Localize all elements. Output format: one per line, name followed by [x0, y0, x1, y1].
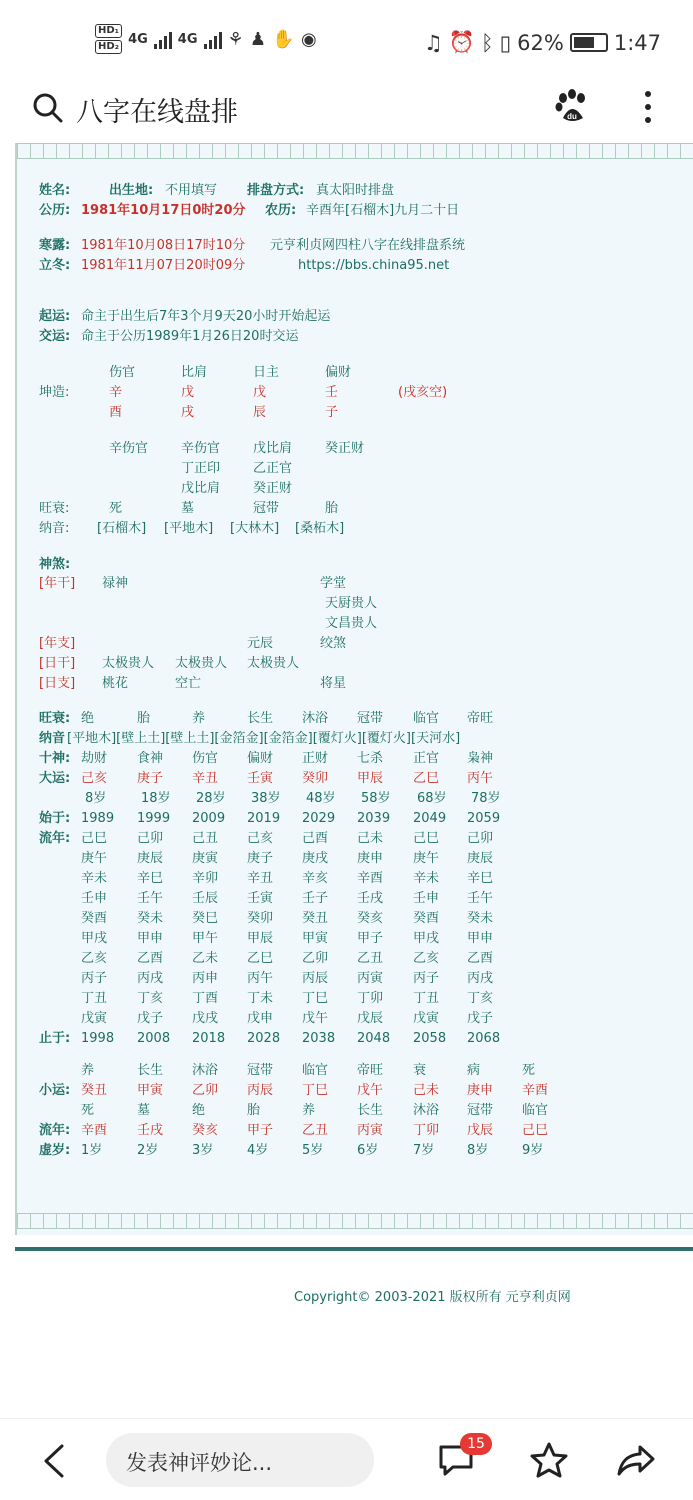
shensha-row-label: [日干] [39, 656, 76, 671]
xiaoyun-label: 小运: [39, 1083, 71, 1098]
name-label: 姓名: [39, 183, 71, 198]
liunian-cell: 丁未 [247, 991, 274, 1006]
dayun-shishen: 正官 [413, 751, 440, 766]
liunian-cell: 戊辰 [357, 1011, 384, 1026]
liunian-label: 流年: [39, 831, 71, 846]
dayun-ganzhi: 辛丑 [192, 771, 219, 786]
nayin-value: [平地木] [164, 521, 214, 536]
liunian-cell: 丙午 [247, 971, 274, 986]
hanlu-label: 寒露: [39, 238, 71, 253]
dayun-nayin-label: 纳音 [39, 731, 66, 746]
xiaoyun-bottom: 墓 [137, 1103, 151, 1118]
liunian-cell: 辛未 [81, 871, 108, 886]
lunar-value: 辛酉年[石榴木]九月二十日 [306, 203, 460, 218]
xiaoyun-ganzhi: 癸丑 [81, 1083, 108, 1098]
liunian-cell: 丙寅 [357, 971, 384, 986]
dayun-ws: 长生 [247, 711, 274, 726]
baidu-paw-icon[interactable] [555, 88, 589, 124]
liunian-cell: 己卯 [137, 831, 164, 846]
network-type-2: 4G [177, 31, 198, 47]
dayun-ganzhi: 壬寅 [247, 771, 274, 786]
liunian-cell: 甲辰 [247, 931, 274, 946]
battery-percent: 62% [517, 30, 564, 55]
lunar-label: 农历: [265, 203, 297, 218]
method-value: 真太阳时排盘 [316, 183, 395, 198]
liunian-cell: 戊寅 [81, 1011, 108, 1026]
liunian-cell: 戊子 [137, 1011, 164, 1026]
liunian-cell: 甲申 [137, 931, 164, 946]
liunian-cell: 辛亥 [302, 871, 329, 886]
nayin-value: [石榴木] [97, 521, 147, 536]
dayun-ws: 绝 [81, 711, 95, 726]
liunian-cell: 庚辰 [137, 851, 164, 866]
xiaoyun-ganzhi: 庚申 [467, 1083, 494, 1098]
xiaoyun-ln-label: 流年: [39, 1123, 71, 1138]
liunian-cell: 癸卯 [247, 911, 274, 926]
shensha-item: 天厨贵人 [325, 596, 378, 611]
nayin-label: 纳音: [39, 521, 70, 536]
shensha-item: 学堂 [320, 576, 347, 591]
xiaoyun-liunian: 丁卯 [413, 1123, 440, 1138]
signal-icon-2 [204, 29, 222, 49]
network-type-1: 4G [128, 31, 148, 47]
liunian-cell: 壬辰 [192, 891, 219, 906]
dayun-age: 38岁 [251, 791, 281, 806]
dayun-ws: 胎 [137, 711, 151, 726]
status-bar [0, 0, 693, 86]
xiaoyun-top: 冠带 [247, 1063, 274, 1078]
xiaoyun-liunian: 壬戌 [137, 1123, 164, 1138]
xiaoyun-top: 长生 [137, 1063, 164, 1078]
copyright: Copyright© 2003-2021 版权所有 元亨利贞网 [294, 1290, 571, 1305]
dayun-shishen: 劫财 [81, 751, 108, 766]
liunian-cell: 癸巳 [192, 911, 219, 926]
method-label: 排盘方式: [247, 183, 305, 198]
liunian-cell: 辛丑 [247, 871, 274, 886]
liunian-cell: 己巳 [81, 831, 108, 846]
xiaoyun-liunian: 甲子 [247, 1123, 274, 1138]
page-title: 八字在线盘排 [76, 97, 238, 128]
liunian-cell: 壬子 [302, 891, 329, 906]
liunian-cell: 己丑 [192, 831, 219, 846]
xusui-age: 1岁 [81, 1143, 103, 1158]
more-icon[interactable] [640, 88, 656, 126]
shensha-item: 太极贵人 [175, 656, 228, 671]
pillar-head: 偏财 [325, 365, 352, 380]
xiaoyun-top: 帝旺 [357, 1063, 384, 1078]
dayun-ws-label: 旺衰: [39, 711, 71, 726]
birthplace-label: 出生地: [109, 183, 154, 198]
xiaoyun-ganzhi: 丁巳 [302, 1083, 329, 1098]
dayun-age: 28岁 [196, 791, 226, 806]
shensha-item: 绞煞 [320, 636, 347, 651]
liunian-cell: 己亥 [247, 831, 274, 846]
xiaoyun-bottom: 冠带 [467, 1103, 494, 1118]
liunian-cell: 丁丑 [413, 991, 440, 1006]
bluetooth-icon: ᛒ [480, 30, 494, 55]
liunian-cell: 癸酉 [413, 911, 440, 926]
dayun-start-year: 2049 [413, 811, 447, 826]
dayun-ganzhi: 癸卯 [302, 771, 329, 786]
divider [15, 1247, 693, 1251]
dayun-shishen: 伤官 [192, 751, 219, 766]
liunian-cell: 壬申 [413, 891, 440, 906]
wangshuai-value: 胎 [325, 501, 339, 516]
xiaoyun-liunian: 辛酉 [81, 1123, 108, 1138]
xusui-age: 7岁 [413, 1143, 435, 1158]
xiaoyun-liunian: 己巳 [522, 1123, 549, 1138]
xiaoyun-ganzhi: 辛酉 [522, 1083, 549, 1098]
pillar-head: 伤官 [109, 365, 136, 380]
stem: 戊 [253, 385, 267, 400]
liunian-cell: 庚戌 [302, 851, 329, 866]
dayun-age: 48岁 [306, 791, 336, 806]
xiaoyun-ganzhi: 戊午 [357, 1083, 384, 1098]
liunian-cell: 庚寅 [192, 851, 219, 866]
notification-icons: ⚘ ♟ ✋ ◉ [227, 28, 317, 50]
dayun-ganzhi: 庚子 [137, 771, 164, 786]
liunian-cell: 庚申 [357, 851, 384, 866]
wangshuai-value: 死 [109, 501, 123, 516]
shensha-item: 禄神 [102, 576, 129, 591]
xiaoyun-top: 病 [467, 1063, 481, 1078]
xiaoyun-ganzhi: 丙辰 [247, 1083, 274, 1098]
xiaoyun-bottom: 绝 [192, 1103, 206, 1118]
liunian-cell: 戊戌 [192, 1011, 219, 1026]
liunian-cell: 己巳 [413, 831, 440, 846]
xusui-age: 2岁 [137, 1143, 159, 1158]
liunian-cell: 丁亥 [137, 991, 164, 1006]
kong-wang: (戌亥空) [398, 385, 448, 400]
dayun-shishen: 偏财 [247, 751, 274, 766]
battery-icon [570, 33, 608, 52]
branch: 辰 [253, 405, 267, 420]
dayun-start-year: 2019 [247, 811, 281, 826]
xiaoyun-top: 临官 [302, 1063, 329, 1078]
xiaoyun-liunian: 乙丑 [302, 1123, 329, 1138]
status-right [424, 30, 661, 55]
dayun-start-year: 2059 [467, 811, 501, 826]
qiyun-value: 命主于出生后7年3个月9天20小时开始起运 [81, 309, 331, 324]
xiaoyun-top: 养 [81, 1063, 95, 1078]
dayun-end-year: 2018 [192, 1031, 226, 1046]
xiaoyun-bottom: 胎 [247, 1103, 261, 1118]
shensha-item: 太极贵人 [247, 656, 300, 671]
liunian-cell: 己未 [357, 831, 384, 846]
dayun-start-year: 2039 [357, 811, 391, 826]
xiaoyun-ganzhi: 乙卯 [192, 1083, 219, 1098]
bazi-chart-card [15, 143, 693, 1235]
xiaoyun-ganzhi: 甲寅 [137, 1083, 164, 1098]
dayun-age: 18岁 [141, 791, 171, 806]
shensha-item: 桃花 [102, 676, 129, 691]
solar-value: 1981年10月17日0时20分 [81, 203, 246, 218]
xusui-age: 3岁 [192, 1143, 214, 1158]
nayin-value: [大林木] [230, 521, 280, 536]
clock: 1:47 [613, 30, 661, 55]
liunian-cell: 丁巳 [302, 991, 329, 1006]
dayun-shishen-label: 十神: [39, 751, 71, 766]
shensha-row-label: [年干] [39, 576, 76, 591]
wangshuai-value: 冠带 [253, 501, 280, 516]
branch: 戌 [181, 405, 195, 420]
dayun-ganzhi: 己亥 [81, 771, 108, 786]
hidden-stem: 戊比肩 [181, 481, 221, 496]
lidong-label: 立冬: [39, 258, 71, 273]
svg-text:du: du [567, 112, 577, 121]
wangshuai-value: 墓 [181, 501, 195, 516]
site-link[interactable]: https://bbs.china95.net [298, 258, 450, 273]
shensha-item: 将星 [320, 676, 347, 691]
shensha-row-label: [年支] [39, 636, 76, 651]
hidden-stem: 辛伤官 [109, 441, 149, 456]
vibrate-icon: ▯ [499, 30, 512, 55]
dayun-start-label: 始于: [39, 811, 71, 826]
dayun-shishen: 正财 [302, 751, 329, 766]
dayun-start-year: 1999 [137, 811, 171, 826]
xusui-age: 5岁 [302, 1143, 324, 1158]
xiaoyun-bottom: 养 [302, 1103, 316, 1118]
liunian-cell: 甲子 [357, 931, 384, 946]
dayun-end-year: 2068 [467, 1031, 501, 1046]
jiaoyun-label: 交运: [39, 329, 71, 344]
share-icon[interactable] [616, 1443, 656, 1477]
liunian-cell: 乙未 [192, 951, 219, 966]
shensha-item: 空亡 [175, 676, 202, 691]
dayun-start-year: 2029 [302, 811, 336, 826]
dayun-shishen: 食神 [137, 751, 164, 766]
liunian-cell: 丁亥 [467, 991, 494, 1006]
pillar-head: 比肩 [181, 365, 208, 380]
xiaoyun-top: 衰 [413, 1063, 427, 1078]
liunian-cell: 丙子 [81, 971, 108, 986]
liunian-cell: 戊午 [302, 1011, 329, 1026]
xiaoyun-bottom: 沐浴 [413, 1103, 440, 1118]
xiaoyun-bottom: 临官 [522, 1103, 549, 1118]
liunian-cell: 甲午 [192, 931, 219, 946]
app-header [0, 86, 693, 140]
dayun-end-year: 2028 [247, 1031, 281, 1046]
dayun-ws: 养 [192, 711, 206, 726]
liunian-cell: 辛巳 [467, 871, 494, 886]
liunian-cell: 丙申 [192, 971, 219, 986]
stem: 壬 [325, 385, 339, 400]
hidden-stem: 乙正官 [253, 461, 293, 476]
stem: 辛 [109, 385, 123, 400]
liunian-cell: 乙亥 [81, 951, 108, 966]
xiaoyun-liunian: 丙寅 [357, 1123, 384, 1138]
liunian-cell: 癸亥 [357, 911, 384, 926]
wangshuai-label: 旺衰: [39, 501, 70, 516]
liunian-cell: 壬申 [81, 891, 108, 906]
liunian-cell: 甲申 [467, 931, 494, 946]
dayun-ws: 临官 [413, 711, 440, 726]
shensha-row-label: [日支] [39, 676, 76, 691]
liunian-cell: 癸酉 [81, 911, 108, 926]
liunian-cell: 己卯 [467, 831, 494, 846]
hd-badge-1: HD₁ [95, 24, 122, 38]
liunian-cell: 丁酉 [192, 991, 219, 1006]
liunian-cell: 丁丑 [81, 991, 108, 1006]
dayun-ws: 冠带 [357, 711, 384, 726]
xiaoyun-bottom: 死 [81, 1103, 95, 1118]
dayun-age: 78岁 [471, 791, 501, 806]
qiyun-label: 起运: [39, 309, 71, 324]
dayun-label: 大运: [39, 771, 71, 786]
hidden-stem: 丁正印 [181, 461, 221, 476]
dayun-ws: 沐浴 [302, 711, 329, 726]
shensha-label: 神煞: [39, 557, 71, 572]
kunzao-label: 坤造: [39, 385, 70, 400]
liunian-cell: 壬戌 [357, 891, 384, 906]
xusui-age: 4岁 [247, 1143, 269, 1158]
xiaoyun-liunian: 癸亥 [192, 1123, 219, 1138]
liunian-cell: 壬午 [137, 891, 164, 906]
status-left [95, 24, 317, 54]
hd-badge-2: HD₂ [95, 40, 122, 54]
dayun-ganzhi: 甲辰 [357, 771, 384, 786]
liunian-cell: 丙子 [413, 971, 440, 986]
system-name: 元亨利贞网四柱八字在线排盘系统 [270, 238, 466, 253]
dayun-start-year: 2009 [192, 811, 226, 826]
hidden-stem: 辛伤官 [181, 441, 221, 456]
lidong-value: 1981年11月07日20时09分 [81, 258, 246, 273]
hidden-stem: 癸正财 [253, 481, 293, 496]
dayun-age: 68岁 [417, 791, 447, 806]
xiaoyun-ganzhi: 己未 [413, 1083, 440, 1098]
xiaoyun-top: 沐浴 [192, 1063, 219, 1078]
liunian-cell: 甲戌 [81, 931, 108, 946]
liunian-cell: 乙酉 [137, 951, 164, 966]
liunian-cell: 乙卯 [302, 951, 329, 966]
branch: 酉 [109, 405, 123, 420]
branch: 子 [325, 405, 339, 420]
alarm-icon: ⏰ [448, 30, 475, 54]
liunian-cell: 壬寅 [247, 891, 274, 906]
shensha-item: 文昌贵人 [325, 616, 378, 631]
liunian-cell: 壬午 [467, 891, 494, 906]
liunian-cell: 乙酉 [467, 951, 494, 966]
dayun-age: 8岁 [85, 791, 107, 806]
shensha-item: 元辰 [247, 636, 274, 651]
dayun-nayin: [平地木][壁上土][壁上土][金箔金][金箔金][覆灯火][覆灯火][天河水] [67, 731, 461, 746]
liunian-cell: 戊寅 [413, 1011, 440, 1026]
liunian-cell: 乙丑 [357, 951, 384, 966]
liunian-cell: 甲戌 [413, 931, 440, 946]
liunian-cell: 戊申 [247, 1011, 274, 1026]
stem: 戊 [181, 385, 195, 400]
xiaoyun-top: 死 [522, 1063, 536, 1078]
dayun-start-year: 1989 [81, 811, 115, 826]
dayun-shishen: 七杀 [357, 751, 384, 766]
liunian-cell: 戊子 [467, 1011, 494, 1026]
liunian-cell: 丁卯 [357, 991, 384, 1006]
hidden-stem: 戊比肩 [253, 441, 293, 456]
hidden-stem: 癸正财 [325, 441, 365, 456]
signal-icon-1 [154, 29, 172, 49]
shensha-item: 太极贵人 [102, 656, 155, 671]
bottom-toolbar [0, 1418, 693, 1500]
liunian-cell: 庚午 [413, 851, 440, 866]
comment-input[interactable]: 发表神评妙论... [106, 1433, 374, 1487]
dayun-end-label: 止于: [39, 1031, 71, 1046]
headphone-icon: ♫ [423, 30, 443, 55]
decorative-border-top [17, 143, 693, 159]
xiaoyun-liunian: 戊辰 [467, 1123, 494, 1138]
dayun-ws: 帝旺 [467, 711, 494, 726]
liunian-cell: 癸未 [467, 911, 494, 926]
dayun-end-year: 2038 [302, 1031, 336, 1046]
back-icon[interactable] [40, 1443, 70, 1479]
dayun-end-year: 2048 [357, 1031, 391, 1046]
liunian-cell: 庚子 [247, 851, 274, 866]
liunian-cell: 乙亥 [413, 951, 440, 966]
dayun-shishen: 枭神 [467, 751, 494, 766]
liunian-cell: 庚午 [81, 851, 108, 866]
xusui-label: 虚岁: [39, 1143, 71, 1158]
dayun-ganzhi: 乙巳 [413, 771, 440, 786]
liunian-cell: 辛酉 [357, 871, 384, 886]
dayun-age: 58岁 [361, 791, 391, 806]
liunian-cell: 己酉 [302, 831, 329, 846]
xusui-age: 6岁 [357, 1143, 379, 1158]
liunian-cell: 丙辰 [302, 971, 329, 986]
birthplace-value: 不用填写 [165, 183, 218, 198]
liunian-cell: 丙戌 [137, 971, 164, 986]
xusui-age: 9岁 [522, 1143, 544, 1158]
dayun-ganzhi: 丙午 [467, 771, 494, 786]
nayin-value: [桑柘木] [295, 521, 345, 536]
liunian-cell: 辛未 [413, 871, 440, 886]
xiaoyun-bottom: 长生 [357, 1103, 384, 1118]
liunian-cell: 庚辰 [467, 851, 494, 866]
liunian-cell: 癸丑 [302, 911, 329, 926]
liunian-cell: 甲寅 [302, 931, 329, 946]
pillar-head: 日主 [253, 365, 280, 380]
liunian-cell: 辛巳 [137, 871, 164, 886]
search-icon[interactable] [32, 92, 64, 124]
decorative-border-bottom [17, 1213, 693, 1229]
dayun-end-year: 2008 [137, 1031, 171, 1046]
dayun-end-year: 2058 [413, 1031, 447, 1046]
comment-count-badge: 15 [460, 1433, 492, 1455]
liunian-cell: 乙巳 [247, 951, 274, 966]
liunian-cell: 辛卯 [192, 871, 219, 886]
liunian-cell: 丙戌 [467, 971, 494, 986]
star-icon[interactable] [530, 1441, 568, 1479]
liunian-cell: 癸未 [137, 911, 164, 926]
hanlu-value: 1981年10月08日17时10分 [81, 238, 246, 253]
xusui-age: 8岁 [467, 1143, 489, 1158]
jiaoyun-value: 命主于公历1989年1月26日20时交运 [81, 329, 299, 344]
dayun-end-year: 1998 [81, 1031, 115, 1046]
solar-label: 公历: [39, 203, 71, 218]
